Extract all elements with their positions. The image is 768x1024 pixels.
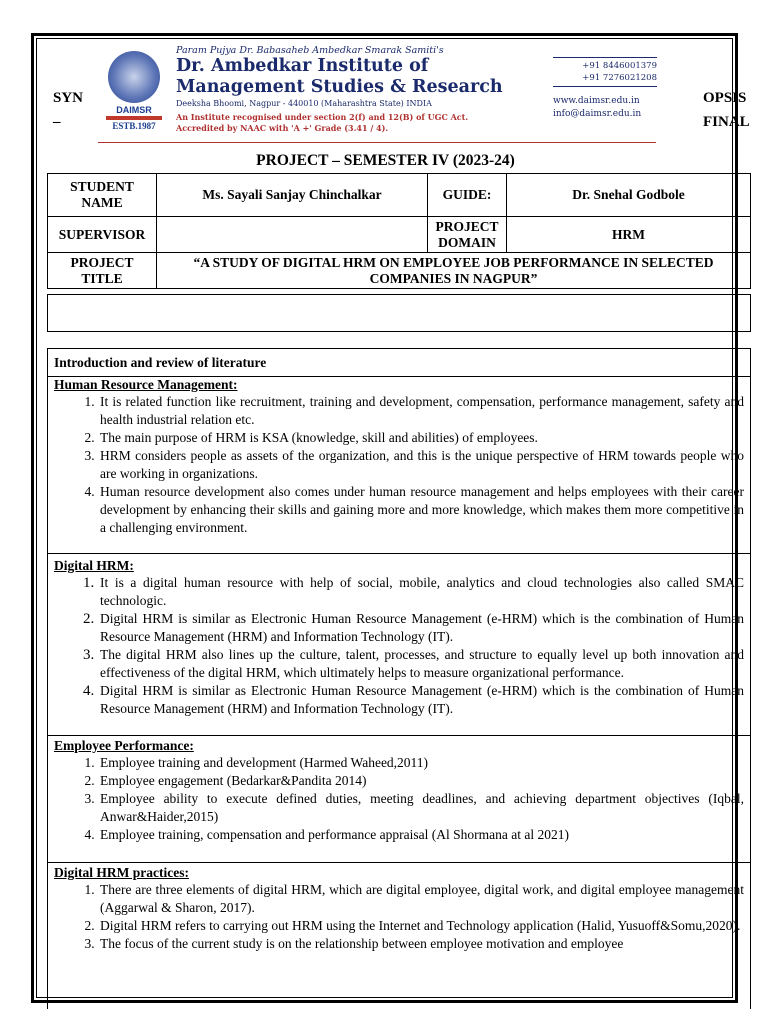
website-link[interactable]: www.daimsr.edu.in (553, 96, 640, 106)
list-item: 1. Employee training and development (Harmed Waheed,2011) (98, 754, 744, 772)
domain-value: HRM (507, 217, 751, 253)
section-list (54, 393, 744, 537)
intro-title-row (48, 349, 750, 377)
section-list (54, 574, 744, 718)
section-heading: Employee Performance: (54, 738, 194, 753)
page-border-inner (36, 38, 750, 998)
section-heading: Digital HRM practices: (54, 865, 189, 880)
list-item: 3. The focus of the current study is on the relationship between employee motivation and employee (98, 935, 744, 953)
section-hrm (48, 377, 750, 554)
institute-recognition: An Institute recognised under section 2(f) and 12(B) of UGC Act. Accredited by NAAC with 'A +' Grade (3.41 / 4). (176, 112, 469, 133)
project-title-label: PROJECT TITLE (48, 253, 157, 289)
institute-logo (104, 49, 164, 139)
email-link[interactable]: info@daimsr.edu.in (553, 109, 642, 119)
list-item: 4. Employee training, compensation and performance appraisal (Al Shormana at al 2021) (98, 826, 744, 844)
section-employee-performance (48, 736, 750, 863)
project-heading: PROJECT – SEMESTER IV (2023-24) (256, 152, 515, 169)
institute-name-line2: Management Studies & Research (176, 77, 503, 97)
institute-header (176, 45, 576, 134)
section-digital-hrm (48, 554, 750, 736)
list-item: 1. It is related function like recruitment, training and development, compensation, performance management, safety and health industrial relation etc. (98, 393, 744, 429)
logo-abbreviation: DAIMSR (116, 105, 152, 115)
list-item: 2. The main purpose of HRM is KSA (knowledge, skill and abilities) of employees. (98, 429, 744, 447)
domain-label: PROJECT DOMAIN (428, 217, 507, 253)
student-name: Ms. Sayali Sanjay Chinchalkar (157, 174, 428, 217)
project-info-table (47, 173, 751, 289)
list-item: 2. Digital HRM is similar as Electronic Human Resource Management (e-HRM) which is the combination of Human Resource Management (HRM) and Information Technology (IT). (98, 610, 744, 646)
blank-box (47, 294, 751, 332)
supervisor-label: SUPERVISOR (48, 217, 157, 253)
student-name-label: STUDENT NAME (48, 174, 157, 217)
guide-name: Dr. Snehal Godbole (507, 174, 751, 217)
section-digital-hrm-practices (48, 863, 750, 953)
institute-address: Deeksha Bhoomi, Nagpur - 440010 (Maharashtra State) INDIA (176, 99, 432, 108)
list-item: 4. Human resource development also comes under human resource management and helps employees with their career development by enhancing their skills and gaining more and more knowledge, which makes them more competitive in a challenging environment. (98, 483, 744, 537)
project-title: “A STUDY OF DIGITAL HRM ON EMPLOYEE JOB PERFORMANCE IN SELECTED COMPANIES IN NAGPUR” (157, 253, 751, 289)
section-list (54, 881, 744, 953)
supervisor-value (157, 217, 428, 253)
section-list (54, 754, 744, 844)
emblem-icon (108, 51, 160, 103)
list-item: 2. Digital HRM refers to carrying out HRM using the Internet and Technology application (Halid, Yusuoff&Somu,2020). (98, 917, 744, 935)
section-heading: Human Resource Management: (54, 377, 238, 392)
header-right-label: OPSIS FINAL (703, 90, 750, 130)
list-item: 3. Employee ability to execute defined duties, meeting deadlines, and achieving department objectives (Iqbal, Anwar&Haider,2015) (98, 790, 744, 826)
list-item: 4. Digital HRM is similar as Electronic Human Resource Management (e-HRM) which is the combination of Human Resource Management (HRM) and Information Technology (IT). (98, 682, 744, 718)
guide-label: GUIDE: (428, 174, 507, 217)
contact-block (553, 57, 657, 121)
institute-name-line1: Dr. Ambedkar Institute of (176, 56, 429, 76)
web-contacts (553, 95, 657, 121)
institute-tagline: Param Pujya Dr. Babasaheb Ambedkar Smarak Samiti's (176, 45, 444, 56)
list-item: 2. Employee engagement (Bedarkar&Pandita 2014) (98, 772, 744, 790)
list-item: 1. It is a digital human resource with help of social, mobile, analytics and cloud technologies also called SMAC technologic. (98, 574, 744, 610)
section-heading: Digital HRM: (54, 558, 134, 573)
literature-review (47, 348, 751, 1009)
list-item: 3. The digital HRM also lines up the culture, talent, processes, and structure to equally level up both innovation and effectiveness of the digital HRM, which ultimately helps to measure organizational performance. (98, 646, 744, 682)
logo-established: ESTB.1987 (112, 121, 156, 131)
list-item: 3. HRM considers people as assets of the organization, and this is the unique perspective of HRM towards people who are working in organizations. (98, 447, 744, 483)
intro-title: Introduction and review of literature (54, 355, 267, 370)
header-left-label: SYN – (53, 90, 84, 130)
phone-numbers: +91 8446001379 +91 7276021208 (553, 57, 657, 87)
logo-divider (106, 116, 162, 120)
header-divider (98, 142, 656, 143)
list-item: 1. There are three elements of digital HRM, which are digital employee, digital work, and digital employee management (Aggarwal & Sharon, 2017). (98, 881, 744, 917)
